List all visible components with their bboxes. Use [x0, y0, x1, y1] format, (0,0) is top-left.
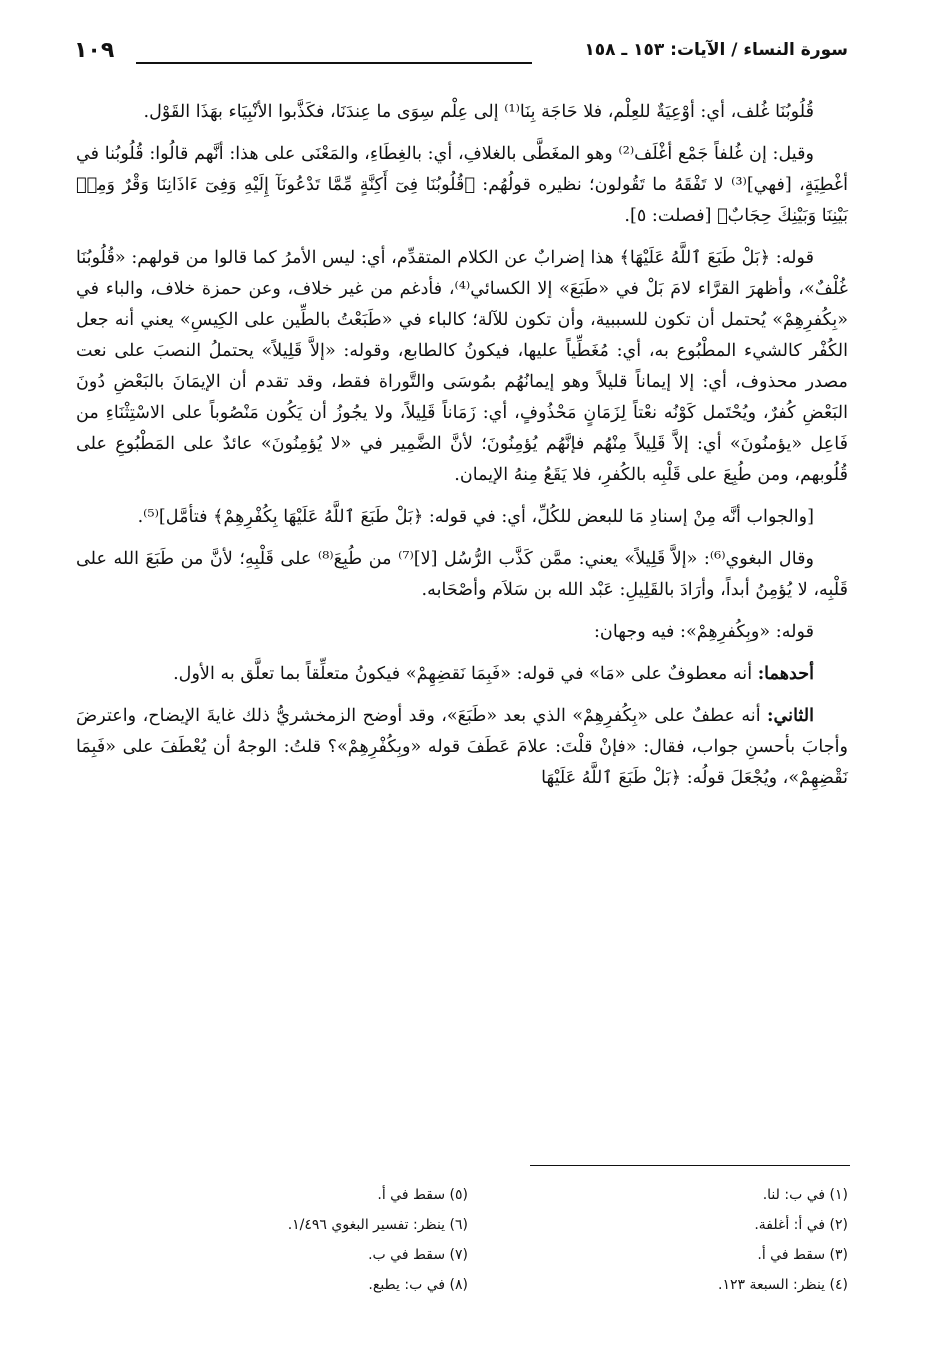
footnotes-column-left	[138, 1180, 468, 1300]
page-header	[74, 38, 848, 74]
paragraph	[76, 658, 848, 690]
paragraph	[76, 242, 848, 491]
paragraph	[76, 616, 848, 648]
header-rule	[136, 62, 532, 64]
footnotes-column-right	[518, 1180, 848, 1300]
paragraph-text: وقال البغوي⁽⁶⁾: «إلاَّ قَلِيلاً» يعني: ممَّن كَذَّب الرُّسُل [لا]⁽⁷⁾ من طُبِعَ⁽⁸⁾ على قَلْبِهِ؛ لأنَّ من طَبَعَ الله على قَلْبِه، لا يُؤمِنُ أبداً، وأرَادَ بالقَلِيلِ: عَبْد الله بن سَلاَم وأصْحَابه.	[76, 549, 848, 600]
paragraph	[76, 700, 848, 794]
footnote: (٥) سقط في أ.	[377, 1187, 468, 1203]
footnote: (٣) سقط في أ.	[757, 1247, 848, 1263]
footnote-rule	[530, 1165, 850, 1166]
footnote: (٨) في ب: يطبع.	[368, 1277, 468, 1293]
paragraph	[76, 543, 848, 606]
footnote: (٢) في أ: أغلفة.	[754, 1217, 848, 1233]
footnote: (١) في ب: لنا.	[762, 1187, 848, 1203]
footnote: (٦) ينظر: تفسير البغوي ١/٤٩٦.	[287, 1217, 468, 1233]
paragraph-text: [والجواب أنَّه مِنْ إسنادِ مَا للبعض للكُلِّ، أي: في قوله: ﴿بَلْ طَبَعَ ٱللَّهُ عَلَيْهَا بِكُفْرِهِمْ﴾ فتأمَّل]⁽⁵⁾.	[137, 507, 814, 527]
paragraph-lead: الثاني:	[767, 705, 814, 726]
paragraph	[76, 138, 848, 232]
paragraph-text: أنه معطوفٌ على «مَا» في قوله: «فَبِمَا نَقضِهِمْ» فيكونُ متعلِّقاً بما تعلَّق به الأول.	[173, 664, 758, 684]
page-number: ١٠٩	[74, 38, 115, 63]
paragraph	[76, 96, 848, 128]
paragraph-text: أنه عطفٌ على «بِكُفرِهِمْ» الذي بعد «طَبَعَ»، وقد أوضح الزمخشريُّ ذلك غايةَ الإيضاح، واعترضَ وأجابَ بأحسنِ جواب، فقال: «فإنْ قلْتَ: علامَ عَطَفَ قوله «وبِكُفْرِهِمْ»؟ قلتُ: الوجهُ أن يُعْطَفَ على «فَبِمَا نَقْضِهِمْ»، ويُجْعَلَ قولُه: ﴿بَلْ طَبَعَ ٱللَّهُ عَلَيْهَا	[76, 706, 848, 788]
paragraph-text: قوله: ﴿بَلْ طَبَعَ ٱللَّهُ عَلَيْهَا﴾ هذا إضرابٌ عن الكلام المتقدِّم، أي: ليس الأمرُ كما قالوا من قولهم: «قُلُوبُنَا غُلْفٌ»، وأظهرَ القرَّاء لامَ بَلْ في «طَبَعَ» إلا الكسائي⁽⁴⁾، فأدغم من غير خلاف، وعن حمزة خلاف، والباء في «بِكُفرِهِمْ» يُحتمل أن تكون للسببية، وأن تكون للآلة؛ كالباء في «طَبَعْتُ بالطِّين على الكِيسِ» يعني أنه جعل الكُفْر كالشيء المطْبُوع به، أي: مُغَطِّياً عليها، فيكونُ كالطابع، وقوله: «إلاَّ قَلِيلاً» يحتملُ النصبَ على نعت مصدر محذوف، أي: إلا إيماناً قليلاً وهو إيمانُهُم بمُوسَى والتَّوراة فقط، وقد تقدم أن الإيمَانَ بالبَعْضِ دُونَ البَعْضِ كُفرٌ، ويُحْتَمل كَوْنُه نعْتاً لِزَمَانٍ مَحْذُوفٍ، أي: زَمَاناً قَلِيلاً، ولا يجُوزُ أن يَكُون مَنْصُوباً على الاسْتِثْنَاءِ من فَاعِل «يؤمنُونَ» أي: إلاَّ قَلِيلاً مِنْهُم فإنَّهُم يُؤمِنُونَ؛ لأنَّ الضَّمِير في «لا يُؤمِنُونَ» عائدٌ على المَطْبُوعِ على قُلُوبهم، ومن طُبِعَ على قَلْبِه بالكُفرِ، فلا يَقَعُ مِنهُ الإيمان.	[76, 248, 848, 485]
footnote: (٤) ينظر: السبعة ١٢٣.	[717, 1277, 848, 1293]
paragraph-text: قُلُوبُنَا غُلف، أي: أوْعِيَةٌ للعِلْم، فلا حَاجَة بِنَا⁽¹⁾ إلى عِلْم سِوَى ما عِندَنَا، فكَذَّبوا الأنْبِيَاء بهَذَا القَوْل.	[143, 102, 814, 122]
main-text	[76, 96, 848, 804]
paragraph-lead: أحدهما:	[757, 663, 814, 684]
paragraph-text: قوله: «وبِكُفرِهِمْ»: فيه وجهان:	[594, 622, 814, 642]
running-title: سورة النساء / الآيات: ١٥٣ ـ ١٥٨	[584, 40, 848, 60]
paragraph	[76, 501, 848, 533]
footnote: (٧) سقط في ب.	[368, 1247, 468, 1263]
paragraph-text: وقيل: إن غُلفاً جَمْع أغْلَف⁽²⁾ وهو المغَطَّى بالغلافِ، أي: بالغِطَاءِ، والمَعْنَى على هذا: أنَّهم قالُوا: قُلُوبُنا في أغْطِيَةٍ، [فهي]⁽³⁾ لا تَفْقَهُ ما تَقُولون؛ نظيره قولُهُم: ﴿قُلُوبُنَا فِىٓ أَكِنَّةٍ مِّمَّا تَدْعُونَآ إِلَيْهِ وَفِىٓ ءَاذَانِنَا وَقْرٌ وَمِنۢ بَيْنِنَا وَبَيْنِكَ حِجَابٌ﴾ [فصلت: ٥].	[76, 144, 848, 226]
